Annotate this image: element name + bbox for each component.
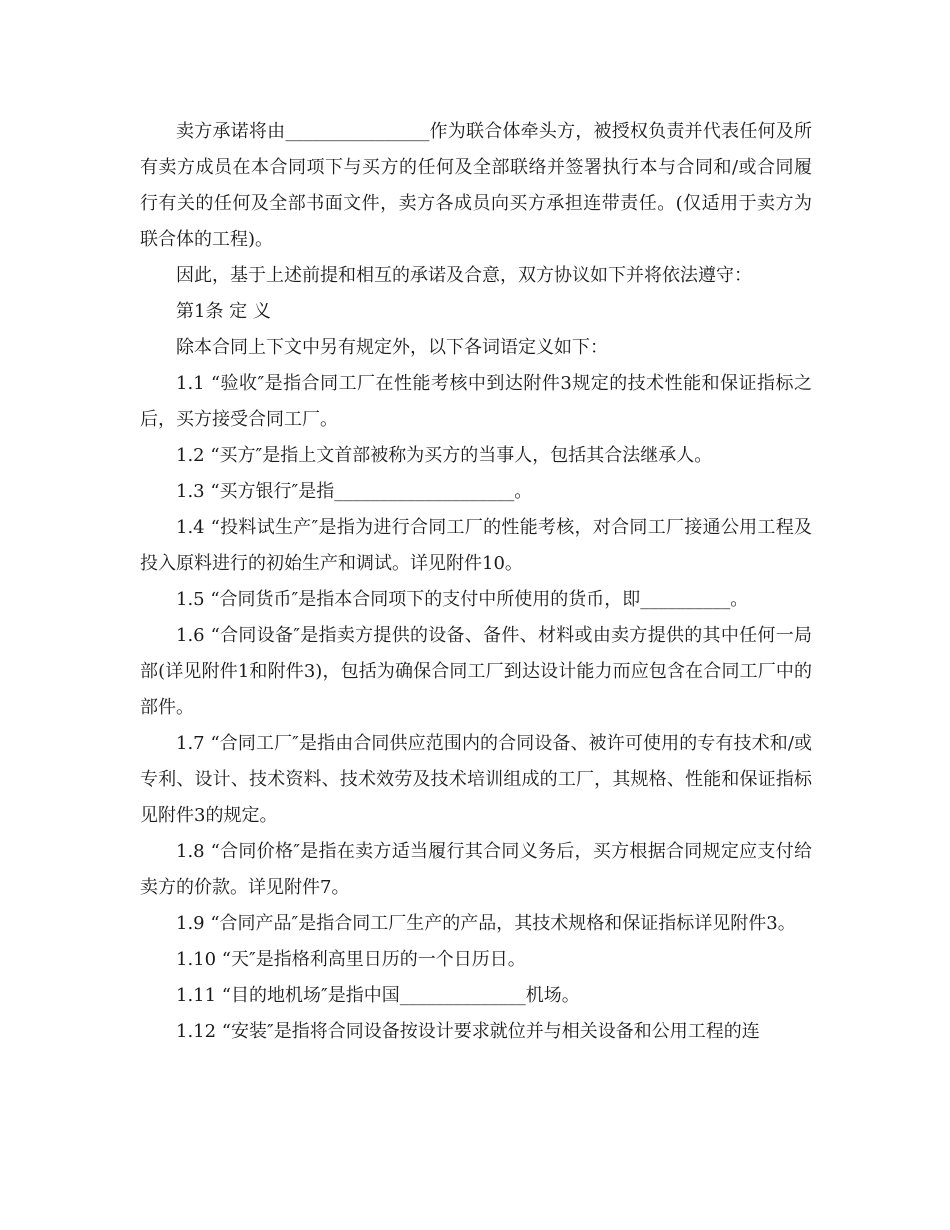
definition-1-2: 1.2 “买方″是指上文首部被称为买方的当事人，包括其合法继承人。	[176, 445, 713, 466]
definition-1-11: 1.11 “目的地机场″是指中国______________机场。	[176, 985, 580, 1006]
definition-1-3: 1.3 “买方银行″是指____________________。	[176, 481, 533, 502]
definition-1-8: 1.8 “合同价格″是指在卖方适当履行其合同义务后，买方根据合同规定应支付给卖方的价款。详见附件7。	[140, 841, 812, 898]
paragraph-consortium-lead: 卖方承诺将由________________作为联合体牵头方，被授权负责并代表任何及所有卖方成员在本合同项下与买方的任何及全部联络并签署执行本与合同和/或合同履行有关的任何及全部书面文件，卖方各成员向买方承担连带责任。(仅适用于卖方为联合体的工程)。	[140, 121, 812, 250]
definition-1-5: 1.5 “合同货币″是指本合同项下的支付中所使用的货币，即__________。	[176, 589, 749, 610]
definition-1-4: 1.4 “投料试生产″是指为进行合同工厂的性能考核，对合同工厂接通公用工程及投入原料进行的初始生产和调试。详见附件10。	[140, 517, 812, 574]
definition-1-1: 1.1 “验收″是指合同工厂在性能考核中到达附件3规定的技术性能和保证指标之后，买方接受合同工厂。	[140, 373, 812, 430]
paragraph-definitions-intro: 除本合同上下文中另有规定外，以下各词语定义如下：	[176, 337, 608, 358]
article-1-heading: 第1条 定 义	[176, 301, 271, 322]
paragraph-agreement-intro: 因此，基于上述前提和相互的承诺及合意，双方协议如下并将依法遵守：	[176, 265, 752, 286]
definition-1-12: 1.12 “安装″是指将合同设备按设计要求就位并与相关设备和公用工程的连	[176, 1021, 760, 1042]
definition-1-7: 1.7 “合同工厂″是指由合同供应范围内的合同设备、被许可使用的专有技术和/或专利、设计、技术资料、技术效劳及技术培训组成的工厂，其规格、性能和保证指标见附件3的规定。	[140, 733, 812, 826]
definition-1-9: 1.9 “合同产品″是指合同工厂生产的产品，其技术规格和保证指标详见附件3。	[176, 913, 796, 934]
definition-1-10: 1.10 “天″是指格利高里日历的一个日历日。	[176, 949, 526, 970]
document-body	[140, 114, 812, 1050]
definition-1-6: 1.6 “合同设备″是指卖方提供的设备、备件、材料或由卖方提供的其中任何一局部(详见附件1和附件3)，包括为确保合同工厂到达设计能力而应包含在合同工厂中的部件。	[140, 625, 812, 718]
